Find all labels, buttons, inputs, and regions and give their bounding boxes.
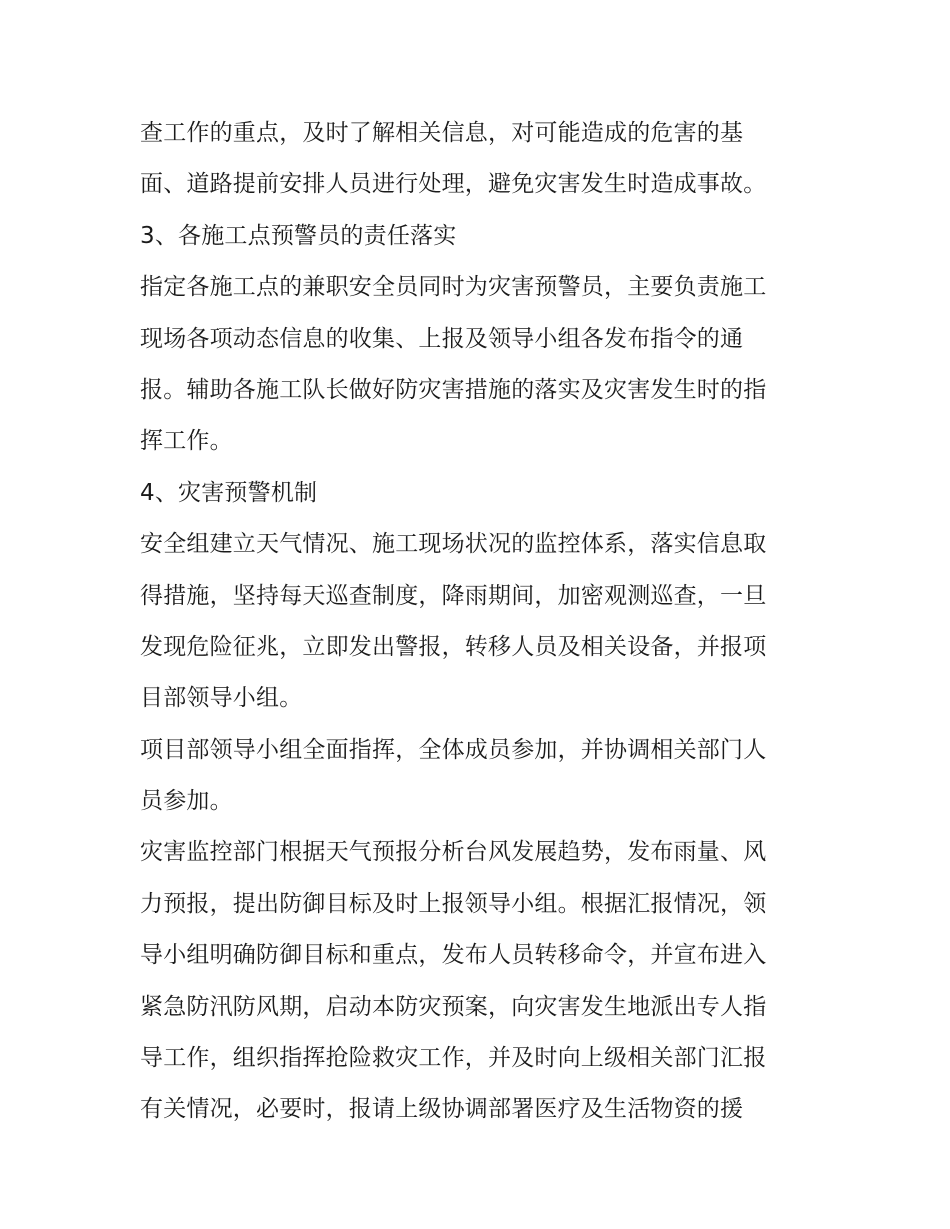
section-heading-3: 3、各施工点预警员的责任落实 xyxy=(140,222,457,249)
body-text-line: 现场各项动态信息的收集、上报及领导小组各发布指令的通 xyxy=(140,325,744,352)
body-text-line: 面、道路提前安排人员进行处理，避免灾害发生时造成事故。 xyxy=(140,171,767,198)
body-text-line: 报。辅助各施工队长做好防灾害措施的落实及灾害发生时的指 xyxy=(140,376,767,403)
body-text-line: 查工作的重点，及时了解相关信息，对可能造成的危害的基 xyxy=(140,120,744,146)
body-text-line: 员参加。 xyxy=(140,788,233,815)
body-text-line: 导小组明确防御目标和重点，发布人员转移命令，并宣布进入 xyxy=(140,942,767,969)
body-text-line: 得措施，坚持每天巡查制度，降雨期间，加密观测巡查，一旦 xyxy=(140,582,767,609)
body-text-line: 紧急防汛防风期，启动本防灾预案，向灾害发生地派出专人指 xyxy=(140,993,767,1020)
body-text-line: 导工作，组织指挥抢险救灾工作，并及时向上级相关部门汇报 xyxy=(140,1045,767,1072)
body-text-line: 项目部领导小组全面指挥，全体成员参加，并协调相关部门人 xyxy=(140,736,767,763)
body-text-line: 安全组建立天气情况、施工现场状况的监控体系，落实信息取 xyxy=(140,531,767,558)
body-text-line: 挥工作。 xyxy=(140,428,233,455)
document-body xyxy=(140,108,820,1136)
body-text-line: 指定各施工点的兼职安全员同时为灾害预警员，主要负责施工 xyxy=(140,274,767,301)
body-text-line: 发现危险征兆，立即发出警报，转移人员及相关设备，并报项 xyxy=(140,633,767,660)
body-text-line: 目部领导小组。 xyxy=(140,685,303,712)
body-text-line: 力预报，提出防御目标及时上报领导小组。根据汇报情况，领 xyxy=(140,890,767,917)
body-text-line: 有关情况，必要时，报请上级协调部署医疗及生活物资的援 xyxy=(140,1096,744,1123)
body-text-line: 灾害监控部门根据天气预报分析台风发展趋势，发布雨量、风 xyxy=(140,839,767,866)
section-heading-4: 4、灾害预警机制 xyxy=(140,479,318,506)
